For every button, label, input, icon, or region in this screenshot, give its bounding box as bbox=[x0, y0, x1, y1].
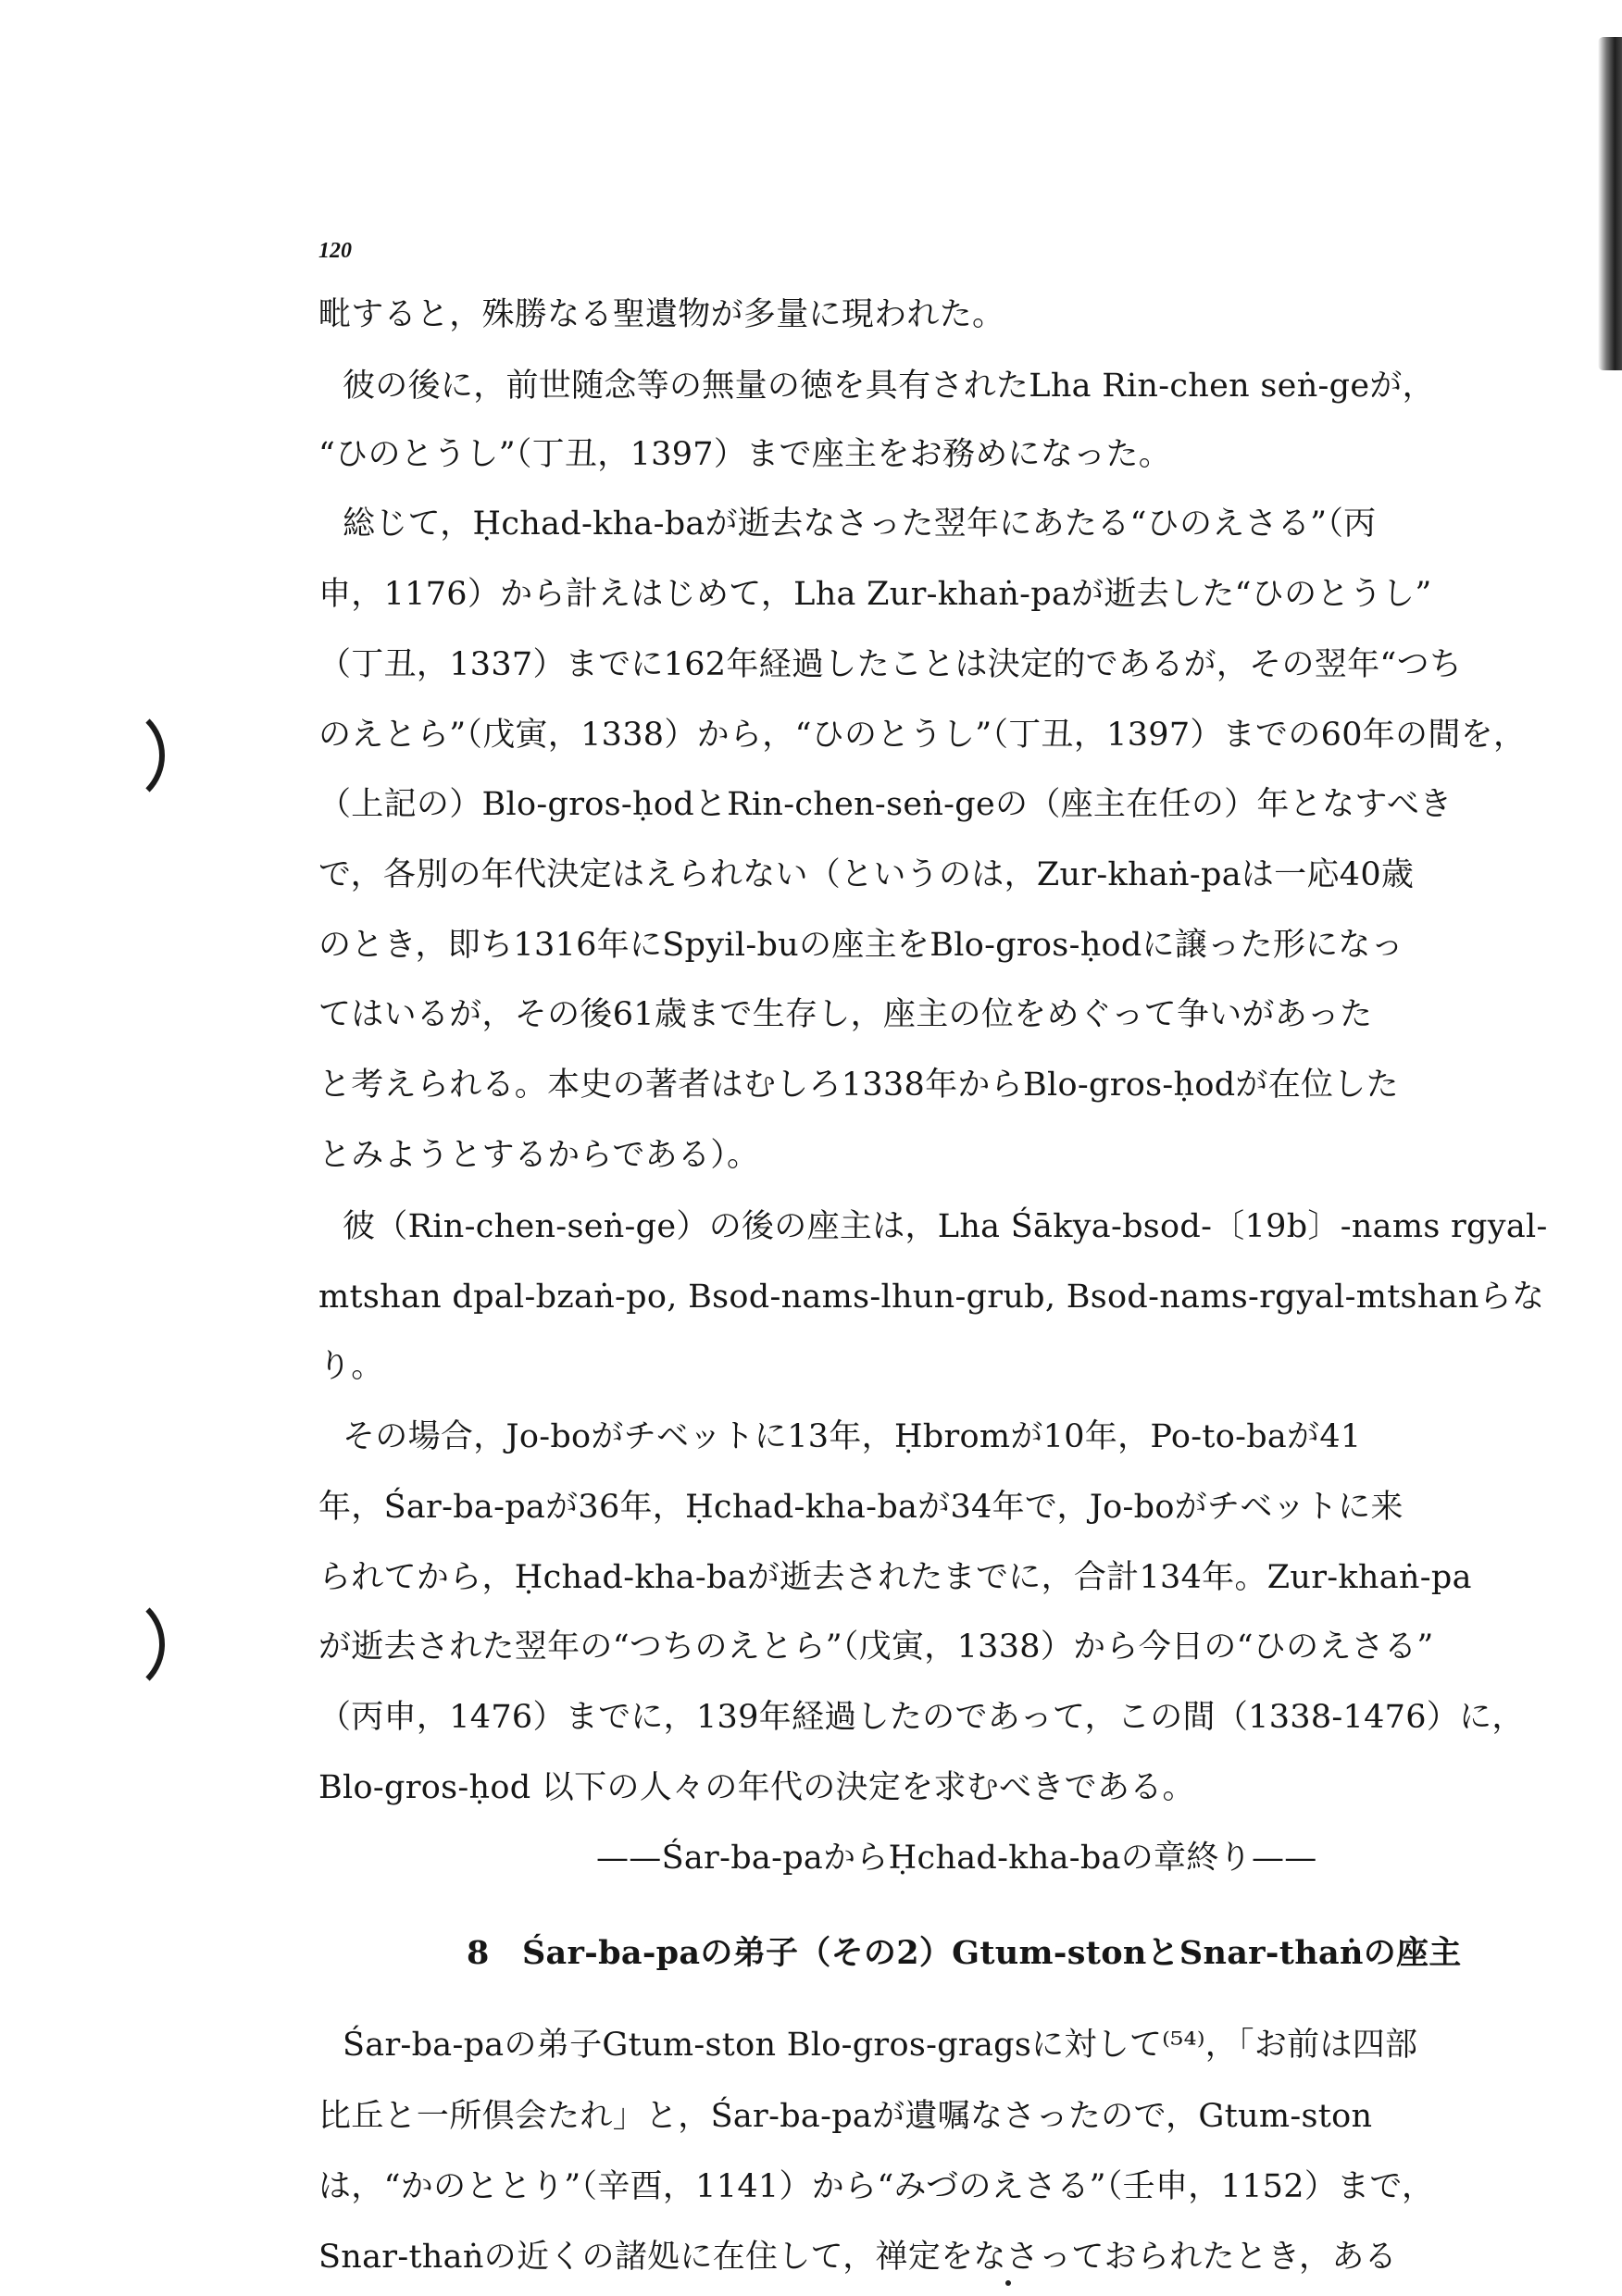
text-line: （丁丑，1337）までに162年経過したことは決定的であるが，その翌年“つち bbox=[318, 646, 1463, 683]
text-line: が逝去された翌年の“つちのえとら”（戊寅，1338）から今日の“ひのえさる” bbox=[318, 1628, 1434, 1666]
text-line: 比丘と一所倶会たれ」と，Śar-ba-paが遺嘱なさったので，Gtum-ston bbox=[318, 2098, 1373, 2135]
text-line: Śar-ba-paの弟子Gtum-ston Blo-gros-gragsに対して⁽⁵⁴⁾，「お前は四部 bbox=[343, 2027, 1418, 2064]
text-line: Blo-gros-ḥod 以下の人々の年代の決定を求むべきである。 bbox=[318, 1769, 1195, 1806]
text-line: 年，Śar-ba-paが36年，Ḥchad-kha-baが34年で，Jo-boがチベットに来 bbox=[318, 1489, 1404, 1526]
text-line: られてから，Ḥchad-kha-baが逝去されたまでに，合計134年。Zur-khaṅ-pa bbox=[318, 1559, 1472, 1596]
text-line: “ひのとうし”（丁丑，1397）まで座主をお務めになった。 bbox=[318, 436, 1172, 473]
text-line: 彼（Rin-chen-seṅ-ge）の後の座主は，Lha Śākya-bsod-〔19b〕-nams rgyal- bbox=[343, 1208, 1548, 1245]
punch-hole-mark-bottom bbox=[111, 1592, 165, 1696]
page-number: 120 bbox=[318, 239, 352, 263]
text-line: 総じて，Ḥchad-kha-baが逝去なさった翌年にあたる“ひのえさる”（丙 bbox=[343, 505, 1377, 543]
text-line: と考えられる。本史の著者はむしろ1338年からBlo-gros-ḥodが在位した bbox=[318, 1067, 1399, 1104]
text-line: その場合，Jo-boがチベットに13年，Ḥbromが10年，Po-to-baが41 bbox=[343, 1418, 1362, 1455]
text-line: 彼の後に，前世随念等の無量の徳を具有されたLha Rin-chen seṅ-geが， bbox=[343, 368, 1435, 405]
text-line: （上記の）Blo-gros-ḥodとRin-chen-seṅ-geの（座主在任の）年となすべき bbox=[318, 786, 1453, 823]
text-line: mtshan dpal-bzaṅ-po, Bsod-nams-lhun-grub, Bsod-nams-rgyal-mtshanらな bbox=[318, 1279, 1545, 1316]
text-line: とみようとするからである）。 bbox=[318, 1137, 760, 1174]
text-line: のえとら”（戊寅，1338）から，“ひのとうし”（丁丑，1397）までの60年の間を， bbox=[318, 717, 1527, 754]
text-line: り。 bbox=[318, 1348, 384, 1385]
text-line: 申，1176）から計えはじめて，Lha Zur-khaṅ-paが逝去した“ひのとうし” bbox=[318, 576, 1432, 613]
text-line: で，各別の年代決定はえられない（というのは，Zur-khaṅ-paは一応40歳 bbox=[318, 856, 1415, 893]
section-heading: 8 Śar-ba-paの弟子（その2）Gtum-stonとSnar-thaṅの座主 bbox=[467, 1934, 1462, 1972]
text-line: は，“かのととり”（辛酉，1141）から“みづのえさる”（壬申，1152）まで， bbox=[318, 2168, 1435, 2205]
text-line: てはいるが，その後61歳まで生存し，座主の位をめぐって争いがあった bbox=[318, 996, 1373, 1033]
text-line: Snar-thaṅの近くの諸処に在住して，禅定をなさっておられたとき，ある bbox=[318, 2239, 1397, 2276]
text-line: 毗すると，殊勝なる聖遺物が多量に現われた。 bbox=[318, 296, 1005, 333]
text-line: のとき，即ち1316年にSpyil-buの座主をBlo-gros-ḥodに譲った形になっ bbox=[318, 927, 1404, 964]
stray-dot-mark bbox=[1005, 2280, 1011, 2286]
section-end-line: ——Śar-ba-paからḤchad-kha-baの章終り—— bbox=[596, 1840, 1317, 1877]
text-line: （丙申，1476）までに，139年経過したのであって，この間（1338-1476）に， bbox=[318, 1699, 1525, 1736]
punch-hole-mark-top bbox=[111, 704, 165, 807]
binder-edge-shadow bbox=[1598, 37, 1622, 370]
